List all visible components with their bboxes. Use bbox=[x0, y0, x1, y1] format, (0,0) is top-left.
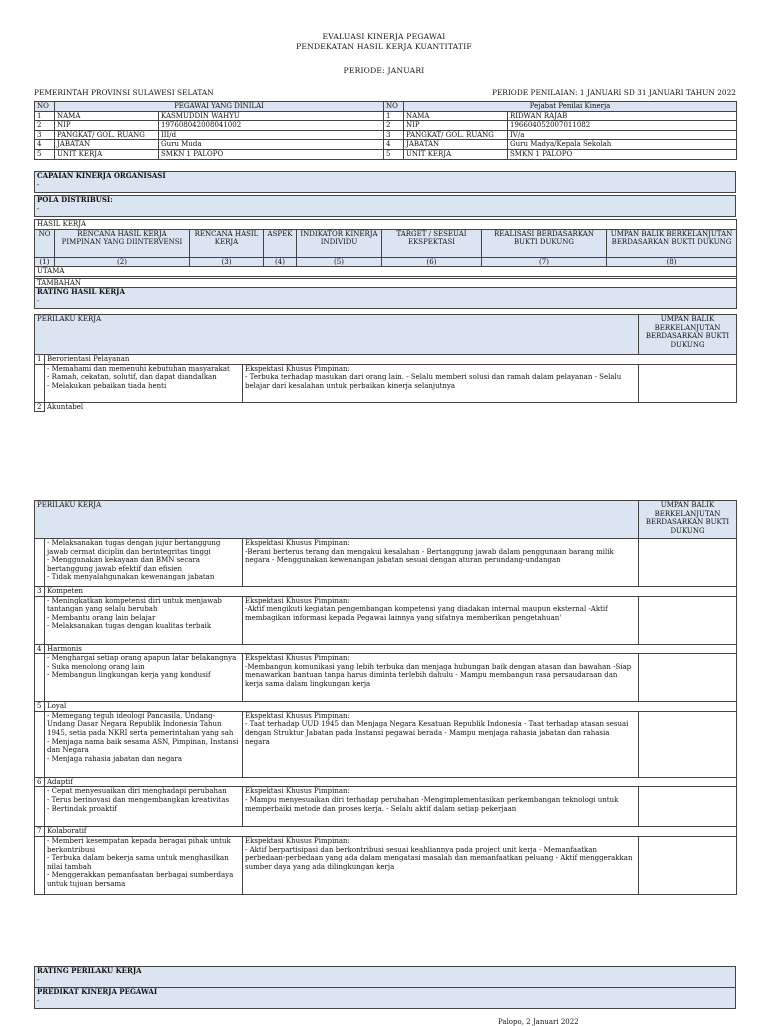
empty-cell bbox=[35, 836, 45, 894]
col-number: (7) bbox=[482, 257, 607, 267]
empty-cell bbox=[35, 596, 45, 644]
item-no: 1 bbox=[35, 355, 45, 365]
list-item: - Membangun lingkungan kerja yang kondusif bbox=[47, 671, 211, 680]
pola-value: - bbox=[37, 204, 40, 213]
document-header bbox=[0, 32, 768, 52]
item-right-kolaboratif bbox=[243, 836, 639, 894]
item-left-akuntabel bbox=[45, 539, 243, 587]
row-label: NAMA bbox=[55, 111, 159, 121]
item-left-kompeten bbox=[45, 596, 243, 644]
col-rencana-hasil: RENCANA HASIL KERJA bbox=[190, 229, 264, 257]
umpan-balik-cell bbox=[639, 539, 737, 587]
list-item: - Tidak menyalahgunakan kewenangan jabatan bbox=[47, 573, 215, 582]
umpan-balik-cell bbox=[639, 836, 737, 894]
row-label: NIP bbox=[55, 121, 159, 131]
row-no: 2 bbox=[384, 121, 404, 131]
predikat-value: - bbox=[37, 996, 40, 1005]
utama-row: UTAMA bbox=[35, 267, 737, 277]
predikat-section bbox=[35, 988, 736, 1009]
col-number: (3) bbox=[190, 257, 264, 267]
rating-perilaku-section bbox=[35, 967, 736, 988]
list-item: - Menggerakkan pemanfaatan berbagai sumberdaya untuk tujuan bersama bbox=[47, 871, 234, 888]
empty-cell bbox=[35, 654, 45, 702]
perilaku-umpan-header: UMPAN BALIK BERKELANJUTAN BERDASARKAN BUKTI DUKUNG bbox=[639, 315, 737, 355]
list-item: - Bertindak proaktif bbox=[47, 804, 118, 813]
row-label: NAMA bbox=[404, 111, 508, 121]
list-item: - Suka menolong orang lain bbox=[47, 662, 145, 671]
pegawai-nama: KASMUDDIN WAHYU bbox=[159, 111, 384, 121]
list-item: - Menghargai setiap orang apapun latar belakangnya bbox=[47, 654, 237, 663]
umpan-balik-cell bbox=[639, 654, 737, 702]
empty-cell bbox=[35, 539, 45, 587]
signature-place-date: Palopo, 2 Januari 2022 bbox=[498, 1018, 579, 1026]
row-label: UNIT KERJA bbox=[55, 149, 159, 159]
hasil-kerja-table bbox=[34, 219, 737, 309]
row-no: 3 bbox=[384, 130, 404, 140]
perilaku-umpan-header: UMPAN BALIK BERKELANJUTAN BERDASARKAN BUKTI DUKUNG bbox=[639, 501, 737, 539]
perilaku-label: PERILAKU KERJA bbox=[35, 315, 639, 355]
pegawai-unit: SMKN 1 PALOPO bbox=[159, 149, 384, 159]
list-item: - Melaksanakan tugas dengan kualitas terbaik bbox=[47, 622, 212, 631]
item-title-akuntabel: Akuntabel bbox=[45, 402, 737, 412]
list-item: - Cepat menyesuaikan diri menghadapi perubahan bbox=[47, 787, 227, 796]
item-right-akuntabel bbox=[243, 539, 639, 587]
col-rencana-pimpinan: RENCANA HASIL KERJA PIMPINAN YANG DIINTERVENSI bbox=[55, 229, 190, 257]
empty-cell bbox=[35, 711, 45, 777]
col-number: (8) bbox=[607, 257, 737, 267]
row-no: 1 bbox=[35, 111, 55, 121]
ekspektasi-text: - Terbuka terhadap masukan dari orang lain. - Selalu memberi solusi dan ramah dalam pelayanan - Selalu belajar dari kesalahan untuk perbaikan kinerja selanjutnya bbox=[245, 373, 622, 390]
col-realisasi: REALISASI BERDASARKAN BUKTI DUKUNG bbox=[482, 229, 607, 257]
ekspektasi-heading: Ekspektasi Khusus Pimpinan: bbox=[245, 596, 350, 605]
item-left-adaptif bbox=[45, 787, 243, 827]
col-no: NO bbox=[35, 229, 55, 257]
item-title-berorientasi: Berorientasi Pelayanan bbox=[45, 355, 737, 365]
ekspektasi-heading: Ekspektasi Khusus Pimpinan: bbox=[245, 654, 350, 663]
rating-hasil-value: - bbox=[37, 296, 40, 305]
instansi-row bbox=[34, 88, 736, 97]
perilaku-label: PERILAKU KERJA bbox=[35, 501, 639, 539]
list-item: - Terus berinovasi dan mengembangkan kreativitas bbox=[47, 795, 230, 804]
item-left-berorientasi bbox=[45, 364, 243, 402]
list-item: - Meningkatkan kompetensi diri untuk menjawab tantangan yang selalu berubah bbox=[47, 596, 222, 614]
col-target: TARGET / SESEUAI EKSPEKTASI bbox=[382, 229, 482, 257]
rating-hasil-section bbox=[35, 288, 737, 309]
capaian-section bbox=[35, 172, 736, 193]
identity-row bbox=[35, 130, 737, 140]
umpan-balik-cell bbox=[639, 787, 737, 827]
umpan-balik-cell bbox=[639, 711, 737, 777]
row-no: 5 bbox=[384, 149, 404, 159]
item-right-harmonis bbox=[243, 654, 639, 702]
col-number: (6) bbox=[382, 257, 482, 267]
title-pendekatan: PENDEKATAN HASIL KERJA KUANTITATIF bbox=[296, 42, 472, 51]
penilai-nip: 196604052007011082 bbox=[508, 121, 737, 131]
title-periode: PERIODE: JANUARI bbox=[343, 66, 425, 75]
col-indikator: INDIKATOR KINERJA INDIVIDU bbox=[297, 229, 382, 257]
col-number: (5) bbox=[297, 257, 382, 267]
penilai-nama: RIDWAN RAJAB bbox=[508, 111, 737, 121]
no-header-right: NO bbox=[384, 102, 404, 112]
perilaku-table-page1 bbox=[34, 314, 737, 412]
pegawai-dinilai-header: PEGAWAI YANG DINILAI bbox=[55, 102, 384, 112]
rating-perilaku-label: RATING PERILAKU KERJA bbox=[37, 966, 142, 975]
item-title-loyal: Loyal bbox=[45, 702, 737, 712]
col-number: (1) bbox=[35, 257, 55, 267]
title-evaluasi: EVALUASI KINERJA PEGAWAI bbox=[322, 32, 446, 41]
row-label: PANGKAT/ GOL. RUANG bbox=[404, 130, 508, 140]
item-no: 4 bbox=[35, 644, 45, 654]
item-title-harmonis: Harmonis bbox=[45, 644, 737, 654]
col-number: (4) bbox=[264, 257, 297, 267]
list-item: - Menggunakan kekayaan dan BMN secara bertanggung jawab efektif dan efisien bbox=[47, 556, 200, 573]
list-item: - Memberi kesempatan kepada beragai pihak untuk berkontribusi bbox=[47, 836, 231, 854]
item-title-kolaboratif: Kolaboratif bbox=[45, 827, 737, 837]
item-right-adaptif bbox=[243, 787, 639, 827]
identity-row bbox=[35, 111, 737, 121]
list-item: - Menjaga rahasia jabatan dan negara bbox=[47, 754, 182, 763]
umpan-balik-cell bbox=[639, 364, 737, 402]
rating-hasil-label: RATING HASIL KERJA bbox=[37, 287, 125, 297]
item-title-kompeten: Kompeten bbox=[45, 587, 737, 597]
item-left-harmonis bbox=[45, 654, 243, 702]
predikat-label: PREDIKAT KINERJA PEGAWAI bbox=[37, 987, 158, 996]
capaian-value: - bbox=[37, 180, 40, 189]
item-no: 2 bbox=[35, 402, 45, 412]
col-umpan-balik: UMPAN BALIK BERKELANJUTAN BERDASARKAN BUKTI DUKUNG bbox=[607, 229, 737, 257]
item-no: 7 bbox=[35, 827, 45, 837]
row-label: UNIT KERJA bbox=[404, 149, 508, 159]
ekspektasi-text: -Aktif mengikuti kegiatan pengembangan kompetensi yang diadakan internal maupun eksternal -Aktif membagikan informasi kepada Pegawai lainnya yang sifatnya memberikan pengetahuan' bbox=[245, 605, 608, 622]
rating-perilaku-value: - bbox=[37, 975, 40, 984]
ekspektasi-heading: Ekspektasi Khusus Pimpinan: bbox=[245, 539, 350, 547]
ekspektasi-text: - Taat terhadap UUD 1945 dan Menjaga Negara Kesatuan Republik Indonesia - Taat terhadap atasan sesuai dengan Struktur Jabatan pada Instansi pegawai berada - Mampu menjaga rahasia jabatan dan rahasia negara bbox=[245, 720, 629, 746]
list-item: - Melaksanakan tugas dengan jujur bertanggung jawab cermat diciplin dan berintegritas tinggi bbox=[47, 539, 221, 556]
identity-row bbox=[35, 121, 737, 131]
list-item: - Memegang teguh ideologi Pancasila, Undang-Undang Dasar Negara Republik Indonesia Tahun 1945, setia pada NKRI serta pemerintahan yang sah bbox=[47, 711, 234, 737]
identity-row bbox=[35, 140, 737, 150]
pegawai-jabatan: Guru Muda bbox=[159, 140, 384, 150]
penilai-pangkat: IV/a bbox=[508, 130, 737, 140]
list-item: - Melakukan pebaikan tiada henti bbox=[47, 381, 167, 390]
capaian-table bbox=[34, 171, 736, 217]
umpan-balik-cell bbox=[639, 596, 737, 644]
identity-row bbox=[35, 149, 737, 159]
item-right-berorientasi bbox=[243, 364, 639, 402]
row-no: 4 bbox=[384, 140, 404, 150]
item-title-adaptif: Adaptif bbox=[45, 777, 737, 787]
ekspektasi-text: -Berani berterus terang dan mengakui kesalahan - Bertanggung jawab dalam penggunaan barang milik negara - Menggunakan kewenangan jabatan sesuai dengan aturan perundang-undangan bbox=[245, 547, 614, 565]
pegawai-nip: 197608042008041002 bbox=[159, 121, 384, 131]
pegawai-pangkat: III/d bbox=[159, 130, 384, 140]
item-no: 6 bbox=[35, 777, 45, 787]
list-item: - Membantu orang lain belajar bbox=[47, 613, 156, 622]
perilaku-table-page2 bbox=[34, 500, 737, 895]
row-no: 5 bbox=[35, 149, 55, 159]
list-item: - Menjaga nama baik sesama ASN, Pimpinan, Instansi dan Negara bbox=[47, 737, 239, 755]
ekspektasi-heading: Ekspektasi Khusus Pimpinan: bbox=[245, 787, 350, 796]
tambahan-row: TAMBAHAN bbox=[35, 278, 737, 288]
list-item: - Terbuka dalam bekerja sama untuk menghasilkan nilai tambah bbox=[47, 854, 229, 871]
item-right-loyal bbox=[243, 711, 639, 777]
row-no: 2 bbox=[35, 121, 55, 131]
penilai-unit: SMKN 1 PALOPO bbox=[508, 149, 737, 159]
item-right-kompeten bbox=[243, 596, 639, 644]
list-item: - Ramah, cekatan, solutif, dan dapat diandalkan bbox=[47, 373, 217, 382]
ekspektasi-heading: Ekspektasi Khusus Pimpinan: bbox=[245, 836, 350, 845]
pejabat-penilai-header: Pejabat Penilai Kinerja bbox=[404, 102, 737, 112]
col-aspek: ASPEK bbox=[264, 229, 297, 257]
item-left-loyal bbox=[45, 711, 243, 777]
row-label: JABATAN bbox=[404, 140, 508, 150]
pola-label: POLA DISTRIBUSI: bbox=[37, 195, 113, 204]
periode-penilaian: PERIODE PENILAIAN: 1 JANUARI SD 31 JANUARI TAHUN 2022 bbox=[491, 88, 736, 97]
item-no: 3 bbox=[35, 587, 45, 597]
ekspektasi-text: -Membangun komunikasi yang lebih terbuka dan menjaga hubungan baik dengan atasan dan bawahan -Siap menawarkan bantuan tanpa harus diminta terlebih dahulu - Mampu membangun rasa persaudaraan dan kerja sama dalam lingkungan kerja bbox=[245, 662, 632, 688]
item-no: 5 bbox=[35, 702, 45, 712]
instansi-name: PEMERINTAH PROVINSI SULAWESI SELATAN bbox=[34, 88, 214, 97]
row-label: PANGKAT/ GOL. RUANG bbox=[55, 130, 159, 140]
capaian-label: CAPAIAN KINERJA ORGANISASI bbox=[37, 171, 166, 180]
ekspektasi-text: - Mampu menyesuaikan diri terhadap perubahan -Mengimplementasikan perkembangan teknologi untuk memperbaiki metode dan proses kerja. - Selalu aktif dalam setiap pekerjaan bbox=[245, 795, 619, 813]
penilai-jabatan: Guru Madya/Kepala Sekolah bbox=[508, 140, 737, 150]
ekspektasi-text: - Aktif berpartisipasi dan berkontribusi sesuai keahliannya pada project unit kerja - Memanfaatkan perbedaan-perbedaan yang ada dalam mengatasi masalah dan memanfaatkan peluang - Aktif menggerakkan sumber daya yang ada dilingkungan kerja bbox=[245, 845, 633, 871]
row-no: 4 bbox=[35, 140, 55, 150]
identity-table bbox=[34, 101, 737, 160]
ekspektasi-heading: Ekspektasi Khusus Pimpinan: bbox=[245, 711, 350, 720]
no-header-left: NO bbox=[35, 102, 55, 112]
row-no: 3 bbox=[35, 130, 55, 140]
row-no: 1 bbox=[384, 111, 404, 121]
ekspektasi-heading: Ekspektasi Khusus Pimpinan: bbox=[245, 364, 350, 373]
row-label: NIP bbox=[404, 121, 508, 131]
item-left-kolaboratif bbox=[45, 836, 243, 894]
row-label: JABATAN bbox=[55, 140, 159, 150]
pola-section bbox=[35, 196, 736, 217]
empty-cell bbox=[35, 787, 45, 827]
col-number: (2) bbox=[55, 257, 190, 267]
list-item: - Memahami dan memenuhi kebutuhan masyarakat bbox=[47, 364, 230, 373]
rating-predikat-table bbox=[34, 966, 736, 1009]
empty-cell bbox=[35, 364, 45, 402]
hasil-kerja-label: HASIL KERJA bbox=[35, 220, 737, 230]
